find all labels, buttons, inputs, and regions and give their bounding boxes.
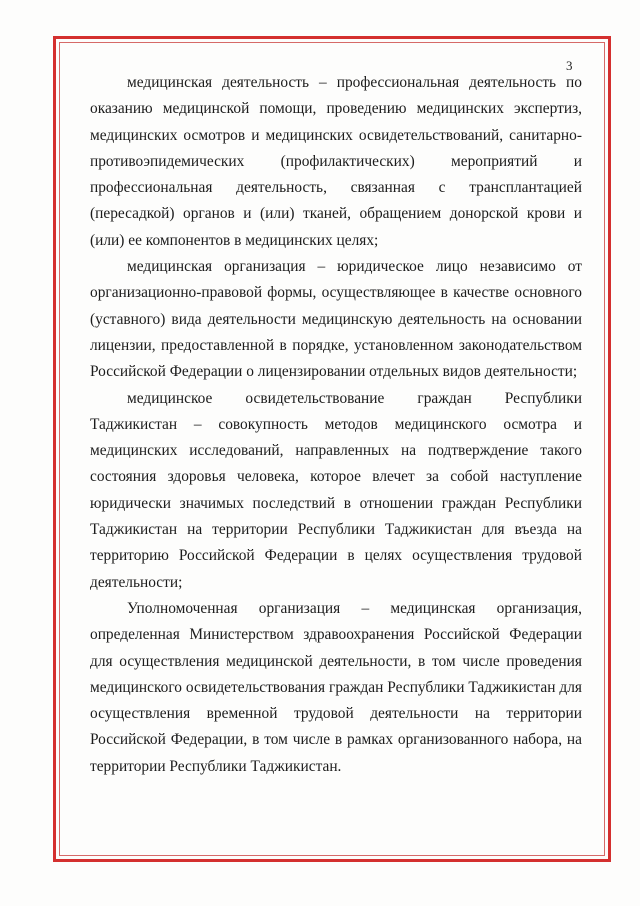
document-body bbox=[90, 70, 582, 780]
page-number: 3 bbox=[566, 58, 573, 73]
definition-authorized-organization: Уполномоченная организация – медицинская организация, определенная Министерством здравоохранения Российской Федерации для осуществления медицинской деятельности, в том числе проведения медицинского освидетельствования граждан Республики Таджикистан для осуществления временной трудовой деятельности на территории Российской Федерации, в том числе в рамках организованного набора, на территории Республики Таджикистан. bbox=[90, 599, 582, 775]
definition-medical-examination: медицинское освидетельствование граждан Республики Таджикистан – совокупность методов медицинского осмотра и медицинских исследований, направленных на подтверждение такого состояния здоровья человека, которое влечет за собой наступление юридически значимых последствий в отношении граждан Республики Таджикистан на территории Республики Таджикистан для въезда на территорию Российской Федерации в целях осуществления трудовой деятельности; bbox=[90, 389, 582, 591]
definition-medical-organization: медицинская организация – юридическое лицо независимо от организационно-правовой формы, осуществляющее в качестве основного (уставного) вида деятельности медицинскую деятельность на основании лицензии, предоставленной в порядке, установленном законодательством Российской Федерации о лицензировании отдельных видов деятельности; bbox=[90, 258, 582, 381]
definition-medical-activity: медицинская деятельность – профессиональная деятельность по оказанию медицинской помощи, проведению медицинских экспертиз, медицинских осмотров и медицинских освидетельствований, санитарно-противоэпидемических (профилактических) мероприятий и профессиональная деятельность, связанная с трансплантацией (пересадкой) органов и (или) тканей, обращением донорской крови и (или) ее компонентов в медицинских целях; bbox=[90, 74, 582, 249]
